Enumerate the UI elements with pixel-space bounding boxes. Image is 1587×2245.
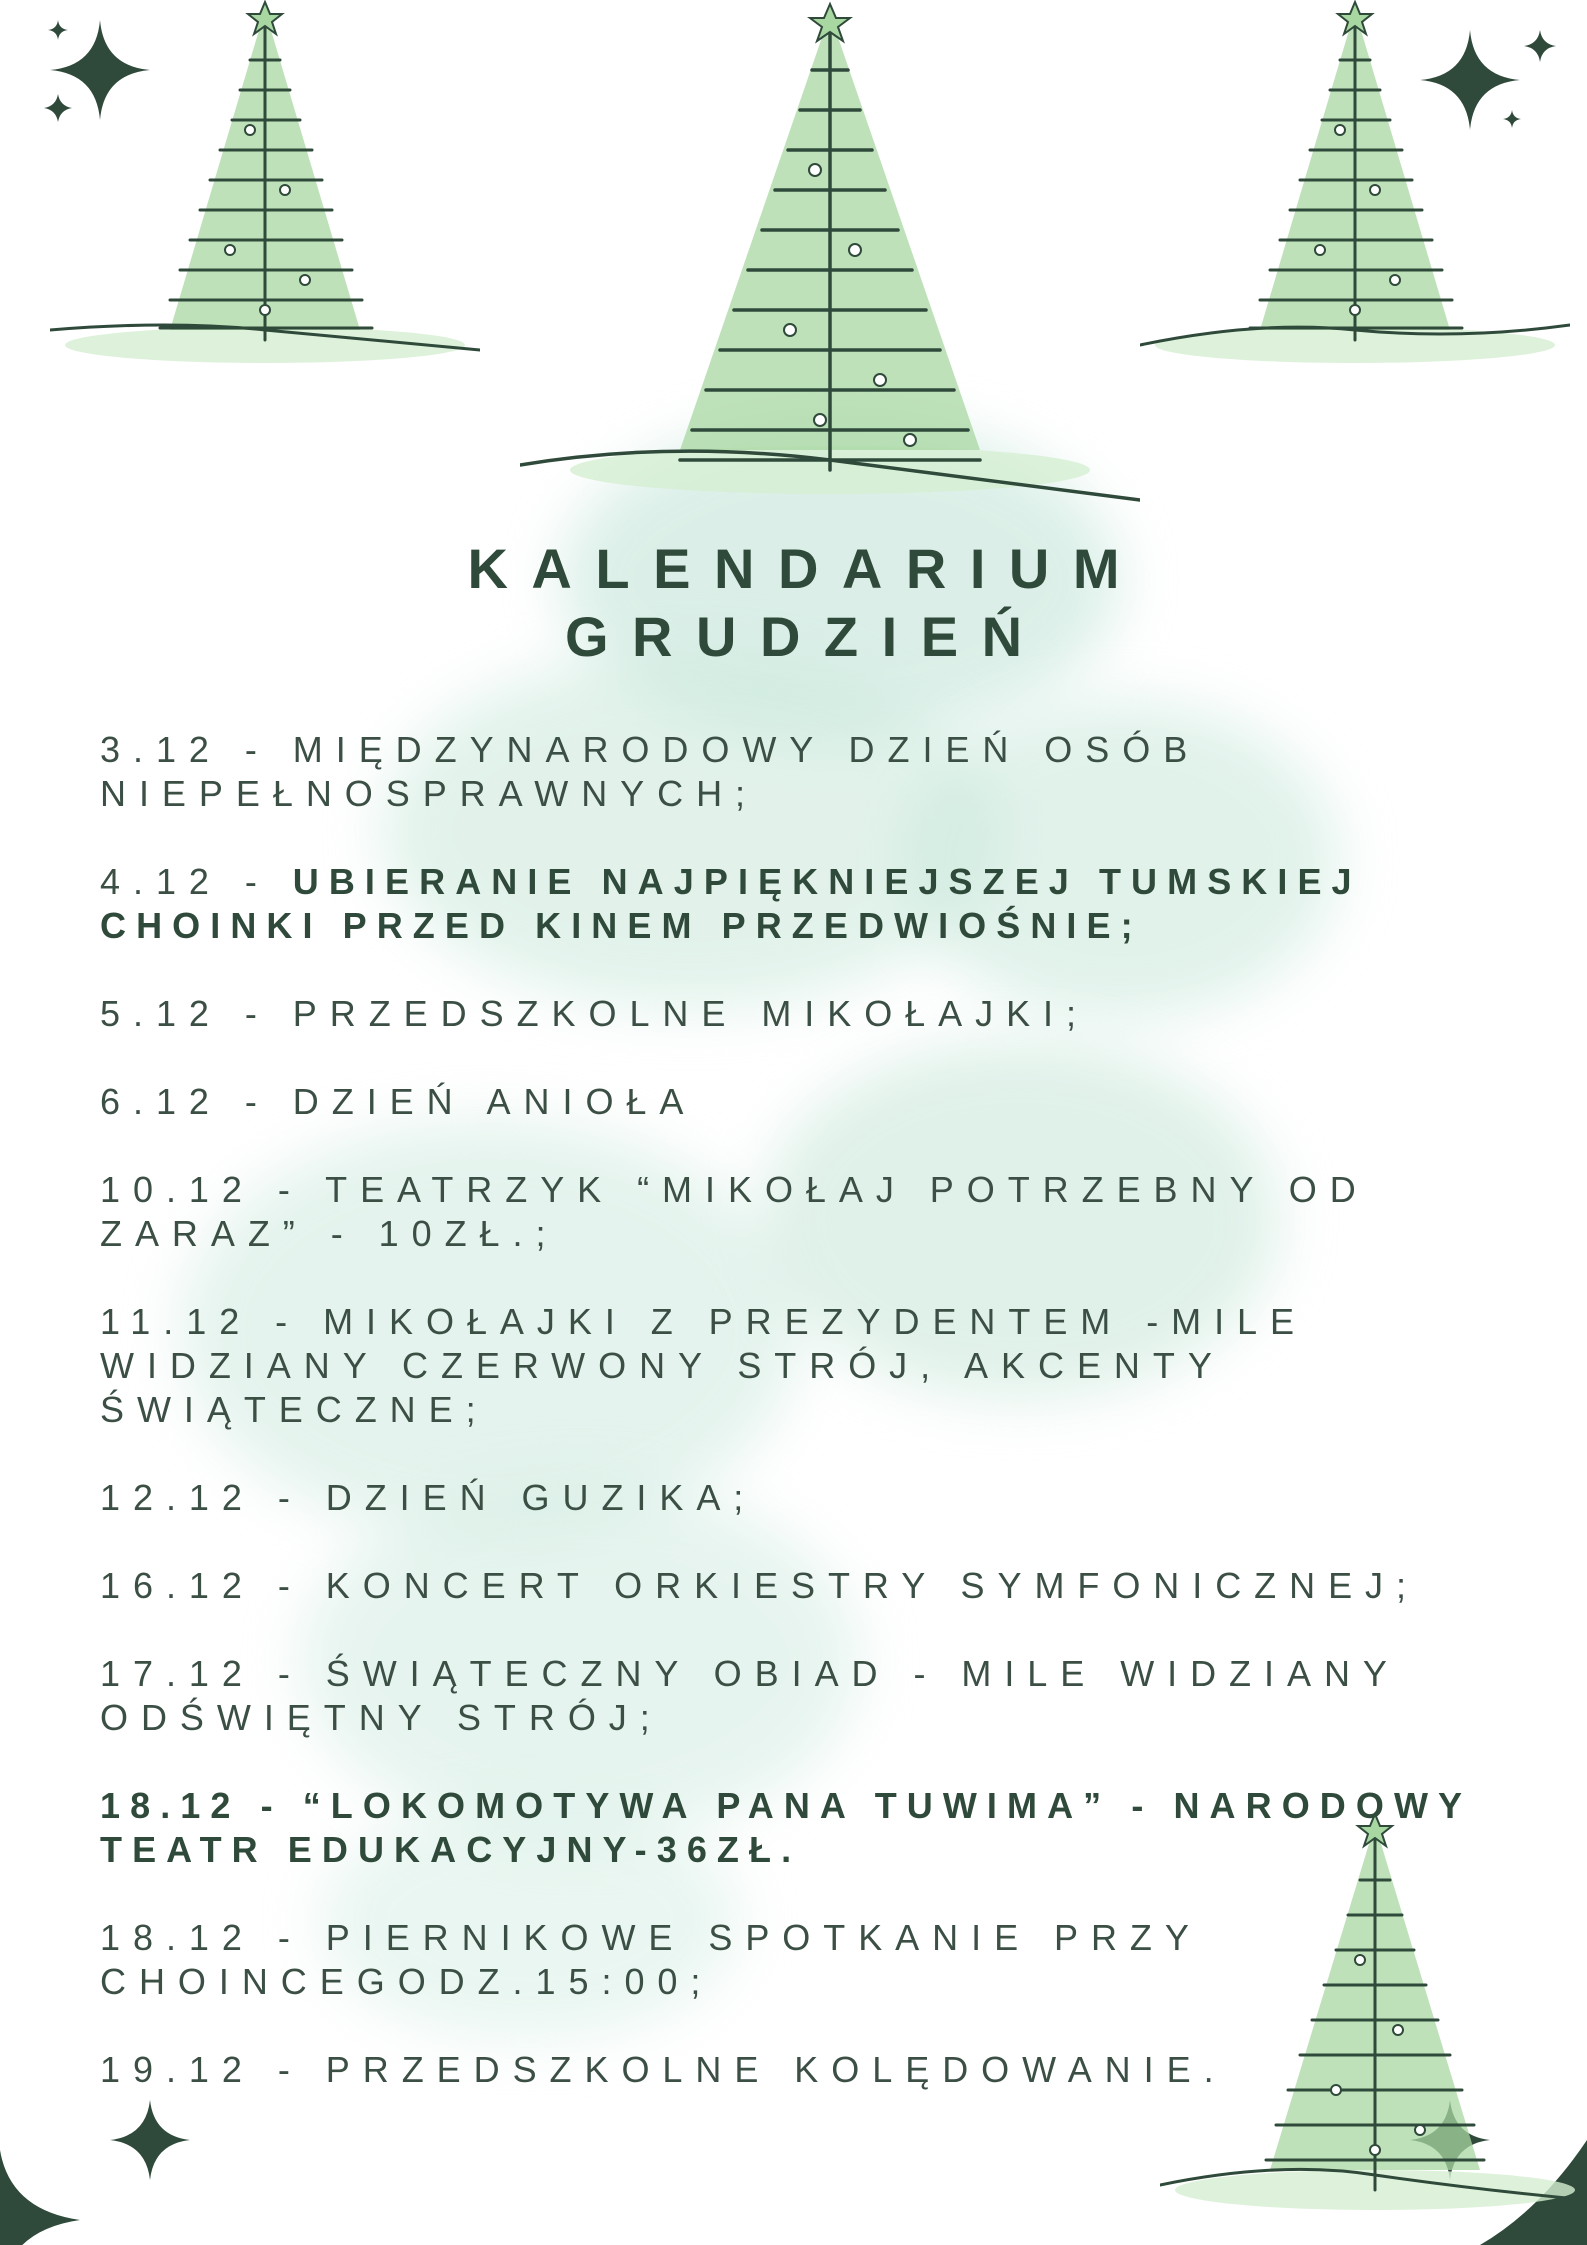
- event-item: [100, 860, 1540, 948]
- event-item: [100, 1168, 1540, 1256]
- event-date: 3.12 -: [100, 729, 293, 770]
- event-item: [100, 1476, 1540, 1520]
- event-text: PRZEDSZKOLNE MIKOŁAJKI;: [292, 993, 1089, 1034]
- event-text: PIERNIKOWE SPOTKANIE PRZY CHOINCEGODZ.15:00;: [100, 1917, 1202, 2002]
- event-item: [100, 1080, 1540, 1124]
- event-date: 19.12 -: [100, 2049, 326, 2090]
- event-text: TEATRZYK “MIKOŁAJ POTRZEBNY OD ZARAZ” - 10ZŁ.;: [100, 1169, 1369, 1254]
- event-text-bold: 18.12 - “LOKOMOTYWA PANA TUWIMA” - NARODOWY TEATR EDUKACYJNY-36ZŁ.: [100, 1785, 1472, 1870]
- event-item: [100, 728, 1540, 816]
- event-text: DZIEŃ GUZIKA;: [325, 1477, 757, 1518]
- events-list: [100, 728, 1540, 2136]
- event-item: [100, 992, 1540, 1036]
- event-item: [100, 1652, 1540, 1740]
- event-text: MIĘDZYNARODOWY DZIEŃ OSÓB NIEPEŁNOSPRAWNYCH;: [100, 729, 1201, 814]
- event-date: 5.12 -: [100, 993, 293, 1034]
- event-date: 17.12 -: [100, 1653, 326, 1694]
- event-text: ŚWIĄTECZNY OBIAD - MILE WIDZIANY ODŚWIĘTNY STRÓJ;: [100, 1653, 1400, 1738]
- event-text: PRZEDSZKOLNE KOLĘDOWANIE.: [325, 2049, 1227, 2090]
- event-date: 11.12 -: [100, 1301, 324, 1342]
- title-line-1: KALENDARIUM: [467, 537, 1144, 600]
- event-item: [100, 1916, 1540, 2004]
- christmas-tree-icon: [1140, 0, 1570, 380]
- event-text: MIKOŁAJKI Z PREZYDENTEM -MILE WIDZIANY CZERWONY STRÓJ, AKCENTY ŚWIĄTECZNE;: [100, 1301, 1308, 1430]
- event-date: 12.12 -: [100, 1477, 326, 1518]
- title-line-2: GRUDZIEŃ: [564, 605, 1046, 668]
- event-text: DZIEŃ ANIOŁA: [292, 1081, 697, 1122]
- event-text-bold: UBIERANIE NAJPIĘKNIEJSZEJ TUMSKIEJ CHOINKI PRZED KINEM PRZEDWIOŚNIE;: [100, 861, 1362, 946]
- event-text: KONCERT ORKIESTRY SYMFONICZNEJ;: [325, 1565, 1419, 1606]
- page-title: [0, 535, 1587, 671]
- event-date: 18.12 -: [100, 1917, 326, 1958]
- event-date: 4.12 -: [100, 861, 293, 902]
- christmas-tree-icon: [520, 0, 1140, 510]
- event-date: 10.12 -: [100, 1169, 326, 1210]
- christmas-tree-icon: [50, 0, 480, 380]
- event-item: [100, 2048, 1540, 2092]
- event-item: [100, 1300, 1540, 1432]
- event-item: [100, 1784, 1540, 1872]
- event-date: 6.12 -: [100, 1081, 293, 1122]
- event-item: [100, 1564, 1540, 1608]
- event-date: 16.12 -: [100, 1565, 326, 1606]
